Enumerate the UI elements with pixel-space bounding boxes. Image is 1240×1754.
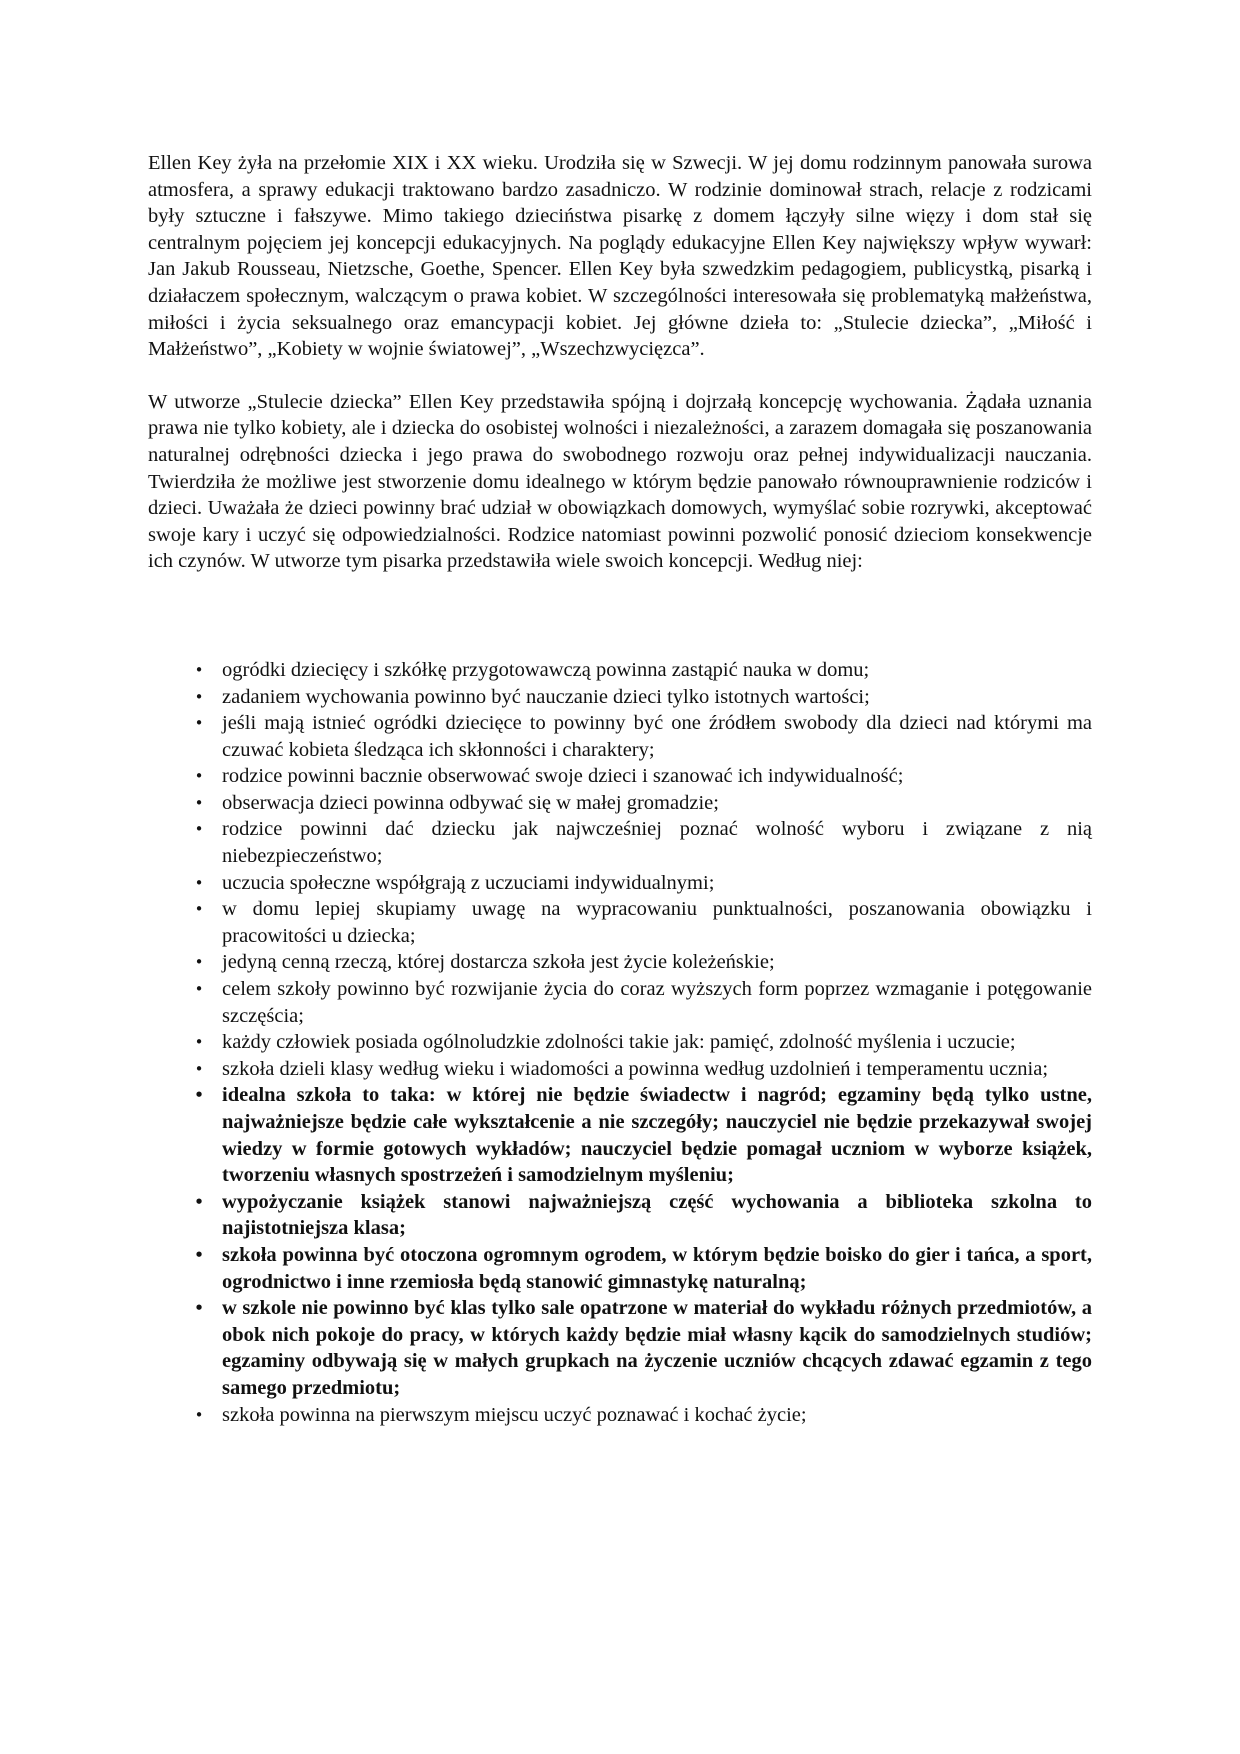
list-item: [148, 710, 1092, 763]
list-item-text: szkoła dzieli klasy według wieku i wiadomości a powinna według uzdolnień i temperamentu ucznia;: [222, 1057, 1049, 1080]
list-item-text: zadaniem wychowania powinno być nauczanie dzieci tylko istotnych wartości;: [222, 685, 870, 708]
list-item: [148, 684, 1092, 711]
list-item: [148, 896, 1092, 949]
list-item-text: jeśli mają istnieć ogródki dziecięce to powinny być one źródłem swobody dla dzieci nad którymi ma czuwać kobieta śledząca ich skłonności i charaktery;: [222, 712, 1092, 761]
list-item-text: celem szkoły powinno być rozwijanie życia do coraz wyższych form poprzez wzmaganie i potęgowanie szczęścia;: [222, 978, 1092, 1027]
list-item-text: obserwacja dzieci powinna odbywać się w małej gromadzie;: [222, 791, 719, 814]
bullet-icon: •: [194, 767, 204, 786]
list-item-text: każdy człowiek posiada ogólnoludzkie zdolności takie jak: pamięć, zdolność myślenia i uczucie;: [222, 1031, 1016, 1054]
bullet-icon: •: [194, 1086, 204, 1105]
bullet-icon: •: [194, 714, 204, 733]
list-item: [148, 976, 1092, 1029]
list-item: [148, 1189, 1092, 1242]
list-item: [148, 949, 1092, 976]
bullet-icon: •: [194, 980, 204, 999]
list-item-text: w domu lepiej skupiamy uwagę na wypracowaniu punktualności, poszanowania obowiązku i pracowitości u dziecka;: [222, 898, 1092, 947]
bullet-icon: •: [194, 953, 204, 972]
list-item-text: uczucia społeczne współgrają z uczuciami indywidualnymi;: [222, 871, 715, 894]
bullet-icon: •: [194, 793, 204, 812]
list-item: [148, 1029, 1092, 1056]
list-item: [148, 790, 1092, 817]
list-item: [148, 1056, 1092, 1083]
list-item: [148, 870, 1092, 897]
list-item-text: szkoła powinna na pierwszym miejscu uczyć poznawać i kochać życie;: [222, 1403, 807, 1426]
bullet-icon: •: [194, 1059, 204, 1078]
list-item: [148, 1402, 1092, 1429]
bullet-icon: •: [194, 1033, 204, 1052]
list-item-text: jedyną cenną rzeczą, której dostarcza szkoła jest życie koleżeńskie;: [222, 951, 775, 974]
bullet-icon: •: [194, 687, 204, 706]
list-item: [148, 1082, 1092, 1188]
bullet-icon: •: [194, 873, 204, 892]
bullet-icon: •: [194, 820, 204, 839]
list-item: [148, 816, 1092, 869]
list-item-text: szkoła powinna być otoczona ogromnym ogrodem, w którym będzie boisko do gier i tańca, a sport, ogrodnictwo i inne rzemiosła będą stanowić gimnastykę naturalną;: [222, 1243, 1092, 1293]
paragraph-spacer: [148, 575, 1092, 657]
list-item: [148, 657, 1092, 684]
document-body: [148, 150, 1092, 1428]
bullet-icon: •: [194, 900, 204, 919]
bullet-icon: •: [194, 1299, 204, 1318]
concept-paragraph: W utworze „Stulecie dziecka” Ellen Key przedstawiła spójną i dojrzałą koncepcję wychowania. Żądała uznania prawa nie tylko kobiety, ale i dziecka do osobistej wolności i niezależności, a zarazem domagała się poszanowania naturalnej odrębności dziecka i jego prawa do swobodnego rozwoju oraz pełnej indywidualizacji nauczania. Twierdziła że możliwe jest stworzenie domu idealnego w którym będzie panowało równouprawnienie rodziców i dzieci. Uważała że dzieci powinny brać udział w obowiązkach domowych, wymyślać sobie rozrywki, akceptować swoje kary i uczyć się odpowiedzialności. Rodzice natomiast powinni pozwolić ponosić dzieciom konsekwencje ich czynów. W utworze tym pisarka przedstawiła wiele swoich koncepcji. Według niej:: [148, 390, 1092, 573]
list-item-text: idealna szkoła to taka: w której nie będzie świadectw i nagród; egzaminy będą tylko ustne, najważniejsze będzie całe wykształcenie a nie szczegóły; nauczyciel nie będzie przekazywał swojej wiedzy w formie gotowych wykładów; nauczyciel będzie pomagał uczniom w wyborze książek, tworzeniu własnych spostrzeżeń i samodzielnym myśleniu;: [222, 1084, 1092, 1187]
bullet-icon: •: [194, 1245, 204, 1264]
bullet-icon: •: [194, 1405, 204, 1424]
list-item-text: ogródki dziecięcy i szkółkę przygotowawczą powinna zastąpić nauka w domu;: [222, 658, 870, 681]
intro-paragraph: Ellen Key żyła na przełomie XIX i XX wieku. Urodziła się w Szwecji. W jej domu rodzinnym panowała surowa atmosfera, a sprawy edukacji traktowano bardzo zasadniczo. W rodzinie dominował strach, relacje z rodzicami były sztuczne i fałszywe. Mimo takiego dzieciństwa pisarkę z domem łączyły silne więzy i dom stał się centralnym pojęciem jej koncepcji edukacyjnych. Na poglądy edukacyjne Ellen Key największy wpływ wywarł: Jan Jakub Rousseau, Nietzsche, Goethe, Spencer. Ellen Key była szwedzkim pedagogiem, publicystką, pisarką i działaczem społecznym, walczącym o prawa kobiet. W szczególności interesowała się problematyką małżeństwa, miłości i życia seksualnego oraz emancypacji kobiet. Jej główne dzieła to: „Stulecie dziecka”, „Miłość i Małżeństwo”, „Kobiety w wojnie światowej”, „Wszechzwycięzca”.: [148, 152, 1092, 361]
list-item-text: w szkole nie powinno być klas tylko sale opatrzone w materiał do wykładu różnych przedmiotów, a obok nich pokoje do pracy, w których każdy będzie miał własny kącik do samodzielnych studiów; egzaminy odbywają się w małych grupkach na życzenie uczniów chcących zdawać egzamin z tego samego przedmiotu;: [222, 1297, 1092, 1399]
list-item: [148, 763, 1092, 790]
bullet-icon: •: [194, 660, 204, 679]
bullet-icon: •: [194, 1192, 204, 1211]
list-item-text: wypożyczanie książek stanowi najważniejszą część wychowania a biblioteka szkolna to najistotniejsza klasa;: [222, 1190, 1092, 1240]
list-item-text: rodzice powinni dać dziecku jak najwcześniej poznać wolność wyboru i związane z nią niebezpieczeństwo;: [222, 818, 1092, 868]
list-item: [148, 1295, 1092, 1401]
list-item-text: rodzice powinni bacznie obserwować swoje dzieci i szanować ich indywidualność;: [222, 765, 904, 788]
list-item: [148, 1242, 1092, 1295]
bullet-list: [148, 657, 1092, 1428]
